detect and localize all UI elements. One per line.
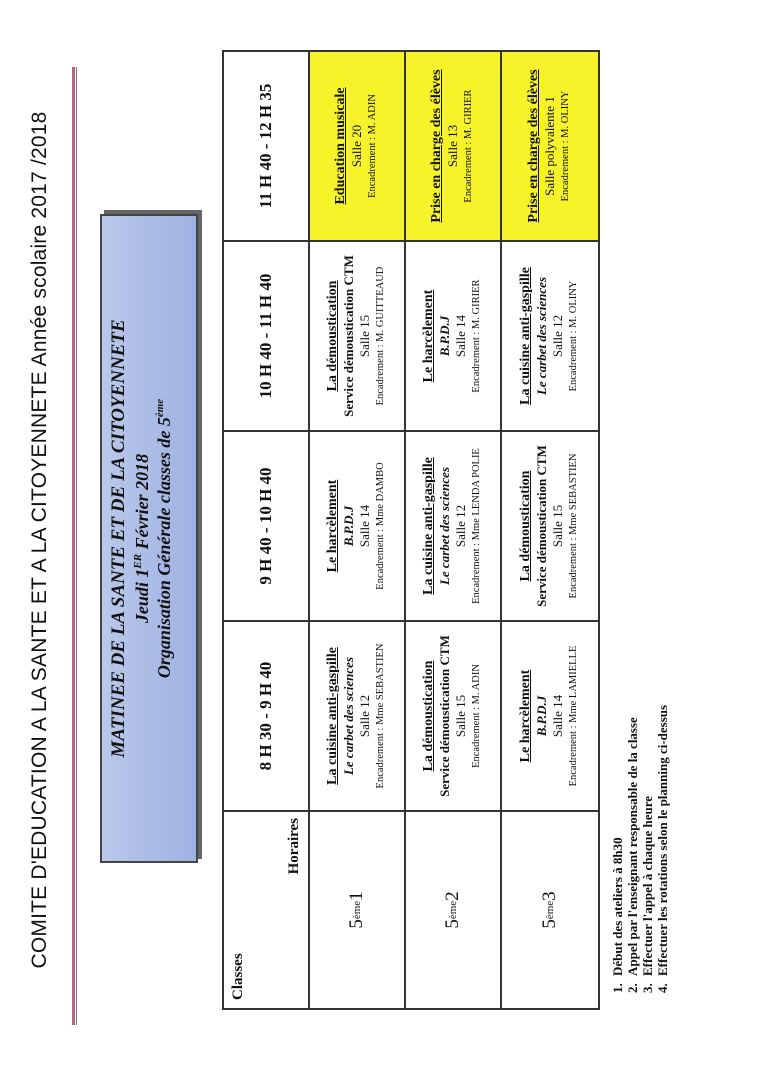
activity-title: Prise en charge des élèves: [429, 69, 444, 223]
activity-staff: Encadrement : M. ADIN: [367, 94, 378, 198]
activity-provider: Service démoustication CTM: [534, 445, 549, 607]
activity-provider: B.P.D.J: [437, 315, 452, 357]
activity-room: Salle 14: [453, 314, 468, 358]
activity-provider: Le carbet des sciences: [437, 466, 452, 586]
activity-room: Salle 15: [550, 504, 565, 548]
activity-cell: [406, 240, 502, 430]
instruction-item: 1. Début des ateliers à 8h30: [610, 380, 625, 980]
activity-title: La démoustication: [325, 280, 340, 392]
activity-room: Salle 12: [550, 314, 565, 358]
activity-cell: [310, 430, 406, 620]
activity-room: Salle 15: [357, 314, 372, 358]
title-box: [100, 214, 198, 863]
activity-staff: Encadrement : M. GIRIER: [463, 89, 474, 203]
activity-provider: Le carbet des sciences: [534, 276, 549, 396]
activity-cell: [502, 430, 600, 620]
activity-staff: Encadrement : M. ADIN: [471, 664, 482, 768]
activity-staff: Encadrement : Mme SEBASTIEN: [568, 453, 579, 599]
activity-cell: [310, 240, 406, 430]
instruction-item: 2. Appel par l'enseignant responsable de la classe: [625, 380, 640, 980]
activity-cell-highlighted: [406, 50, 502, 240]
activity-staff: Encadrement : Mme SEBASTIEN: [375, 643, 386, 789]
activity-title: Le harcèlement: [421, 289, 436, 383]
instructions-list: [610, 380, 670, 1000]
class-label: 5 ème 1: [310, 810, 406, 1010]
time-slot-header: 9 H 40 - 10 H 40: [222, 430, 310, 620]
activity-room: Salle 12: [357, 694, 372, 738]
class-label: 5 ème 2: [406, 810, 502, 1010]
activity-provider: B.P.D.J: [341, 505, 356, 547]
event-subtitle: Organisation Générale classes de 5ème: [154, 398, 174, 679]
time-slot-header: 11 H 40 - 12 H 35: [222, 50, 310, 240]
activity-room: Salle 14: [550, 694, 565, 738]
activity-staff: Encadrement : M. GUITTEAUD: [375, 266, 386, 406]
activity-room: Salle polyvalente 1: [542, 96, 557, 196]
activity-provider: Service démoustication CTM: [341, 255, 356, 417]
activity-staff: Encadrement : Mme LENDA POLIE: [471, 448, 482, 604]
activity-title: Education musicale: [333, 87, 348, 205]
activity-title: Le harcèlement: [518, 669, 533, 763]
activity-title: Le harcèlement: [325, 479, 340, 573]
activity-title: Prise en charge des élèves: [526, 69, 541, 223]
activity-title: La démoustication: [518, 470, 533, 582]
corner-classes-label: Classes: [230, 953, 246, 1000]
activity-provider: Le carbet des sciences: [341, 656, 356, 776]
activity-title: La cuisine anti-gaspille: [518, 267, 533, 405]
class-label: 5 ème 3: [502, 810, 600, 1010]
schedule-table: [222, 50, 600, 1010]
instruction-item: 4. Effectuer les rotations selon le planning ci-dessus: [655, 380, 670, 980]
activity-cell: [502, 620, 600, 810]
activity-cell: [406, 430, 502, 620]
time-slot-header: 10 H 40 - 11 H 40: [222, 240, 310, 430]
activity-staff: Encadrement : M. GIRIER: [471, 279, 482, 393]
time-slot-header: 8 H 30 - 9 H 40: [222, 620, 310, 810]
activity-title: La cuisine anti-gaspille: [421, 457, 436, 595]
activity-cell: [406, 620, 502, 810]
activity-title: La démoustication: [421, 660, 436, 772]
activity-room: Salle 12: [453, 504, 468, 548]
corner-horaires-label: Horaires: [286, 818, 302, 875]
activity-staff: Encadrement : Mme LAMIELLE: [568, 645, 579, 787]
header-rule-thin: [76, 67, 77, 1025]
activity-staff: Encadrement : Mme DAMBO: [375, 462, 386, 590]
activity-cell: [310, 620, 406, 810]
page-header: COMITE D'EDUCATION A LA SANTE ET A LA CITOYENNETE Année scolaire 2017 /2018: [28, 111, 51, 969]
activity-room: Salle 20: [349, 124, 364, 168]
activity-cell-highlighted: [502, 50, 600, 240]
activity-staff: Encadrement : M. OLINY: [568, 280, 579, 392]
instruction-item: 3. Effectuer l'appel à chaque heure: [640, 380, 655, 980]
activity-room: Salle 14: [357, 504, 372, 548]
event-title: MATINEE DE LA SANTE ET DE LA CITOYENNETE: [108, 319, 129, 758]
activity-cell: [502, 240, 600, 430]
activity-title: La cuisine anti-gaspille: [325, 647, 340, 785]
event-date: Jeudi 1ER Février 2018: [132, 453, 152, 624]
corner-header-cell: [222, 810, 310, 1010]
activity-staff: Encadrement : M. OLINY: [560, 90, 571, 202]
header-rule: [72, 67, 75, 1025]
activity-provider: B.P.D.J: [534, 695, 549, 737]
activity-provider: Service démoustication CTM: [437, 635, 452, 797]
activity-room: Salle 13: [445, 124, 460, 168]
activity-cell-highlighted: [310, 50, 406, 240]
activity-room: Salle 15: [453, 694, 468, 738]
